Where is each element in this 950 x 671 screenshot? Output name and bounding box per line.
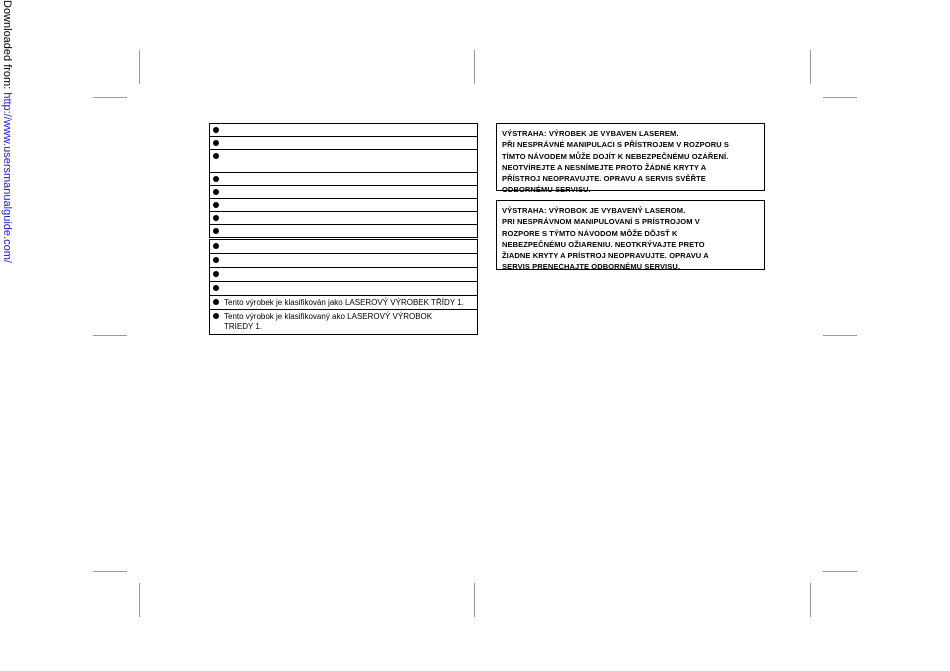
bullet-icon (213, 153, 219, 159)
warning-line: PŘI NESPRÁVNÉ MANIPULACI S PŘÍSTROJEM V ROZPORU S (502, 140, 730, 150)
bullet-icon (213, 189, 219, 195)
warning-line: TÍMTO NÁVODEM MŮŽE DOJÍT K NEBEZPEČNÉMU OZÁŘENÍ. (502, 151, 729, 161)
warning-line: NEOTVÍREJTE A NESNÍMEJTE PROTO ŽÁDNÉ KRYTY A (502, 162, 707, 172)
table-row (210, 282, 477, 296)
crop-mark (474, 583, 475, 617)
download-source-note (0, 0, 14, 290)
bullet-icon (213, 202, 219, 208)
bullet-icon (213, 176, 219, 182)
bullet-icon (213, 140, 219, 146)
warning-line: VÝSTRAHA: VÝROBEK JE VYBAVEN LASEREM. (502, 129, 679, 138)
download-source-prefix: Downloaded from: (1, 0, 13, 93)
crop-mark (823, 335, 857, 336)
row-text: Tento výrobek je klasifikován jako LASEROVÝ VÝROBEK TŘÍDY 1. (224, 298, 464, 307)
warning-line: SERVIS PRENECHAJTE ODBORNÉMU SERVISU. (502, 262, 681, 272)
crop-mark (139, 583, 140, 617)
table-row (210, 212, 477, 225)
row-text: Tento výrobok je klasifikovaný ako LASEROVÝ VÝROBOK TRIEDY 1. (224, 312, 433, 331)
crop-mark (93, 97, 127, 98)
bullet-icon (213, 271, 219, 277)
bullet-icon (213, 313, 219, 319)
language-table-lower (209, 239, 478, 335)
bullet-icon (213, 243, 219, 249)
bullet-icon (213, 299, 219, 305)
table-row-laser-class-sk (210, 310, 477, 334)
crop-mark (810, 583, 811, 617)
table-row (210, 199, 477, 212)
crop-mark (823, 571, 857, 572)
bullet-icon (213, 127, 219, 133)
table-row (210, 150, 477, 173)
download-source-link[interactable]: http://www.usersmanualguide.com/ (1, 92, 13, 263)
table-row (210, 225, 477, 237)
crop-mark (139, 50, 140, 84)
language-table-upper (209, 123, 478, 238)
crop-mark (474, 50, 475, 84)
bullet-icon (213, 257, 219, 263)
warning-line: PRI NESPRÁVNOM MANIPULOVANÍ S PRÍSTROJOM V (502, 217, 700, 227)
bullet-icon (213, 215, 219, 221)
warning-line: VÝSTRAHA: VÝROBOK JE VYBAVENÝ LASEROM. (502, 206, 686, 215)
crop-mark (93, 335, 127, 336)
warning-line: ROZPORE S TÝMTO NÁVODOM MÔŽE DÔJSŤ K (502, 228, 678, 238)
crop-mark (823, 97, 857, 98)
table-row (210, 268, 477, 282)
laser-warning-sk (496, 200, 765, 270)
table-row (210, 137, 477, 150)
warning-line: PŘÍSTROJ NEOPRAVUJTE. OPRAVU A SERVIS SVĚŘTE (502, 174, 706, 184)
table-row (210, 254, 477, 268)
table-row (210, 173, 477, 186)
crop-mark (93, 571, 127, 572)
warning-line: ODBORNÉMU SERVISU. (502, 185, 591, 195)
bullet-icon (213, 285, 219, 291)
table-row (210, 124, 477, 137)
bullet-icon (213, 228, 219, 234)
table-row (210, 240, 477, 254)
warning-line: ŽIADNE KRYTY A PRÍSTROJ NEOPRAVUJTE. OPRAVU A (502, 251, 709, 261)
laser-warning-cz (496, 123, 765, 195)
warning-line: NEBEZPEČNÉMU OŽIARENIU. NEOTKRÝVAJTE PRETO (502, 239, 705, 249)
table-row (210, 186, 477, 199)
crop-mark (810, 50, 811, 84)
table-row-laser-class-cz (210, 296, 477, 310)
